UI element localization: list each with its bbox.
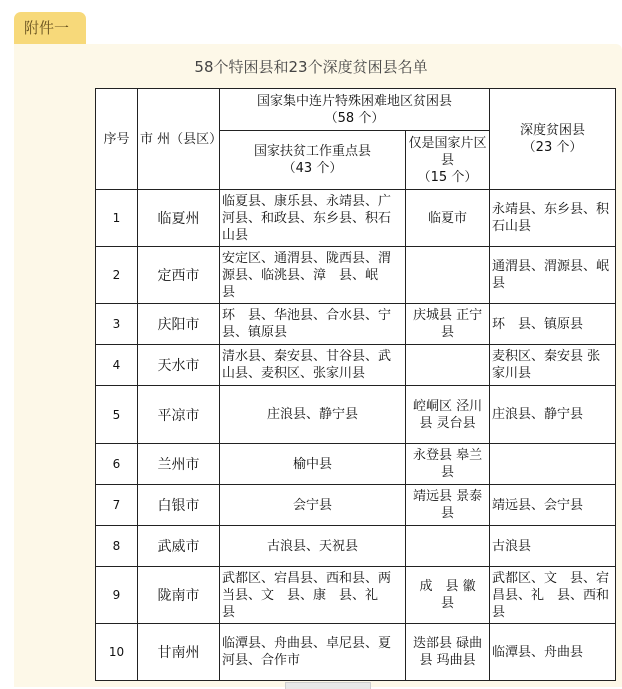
row-key-counties: 古浪县、天祝县 [220,526,406,567]
table-row [96,526,616,567]
row-pian-counties: 庆城县 正宁县 [406,304,490,345]
row-key-counties: 庄浪县、静宁县 [220,386,406,444]
header-group-title: 国家集中连片特殊困难地区贫困县 [257,93,453,109]
row-deep-counties: 古浪县 [490,526,616,567]
header-deep-title: 深度贫困县 [520,123,586,138]
header-seq: 序号 [96,89,138,190]
row-key-counties: 临夏县、康乐县、永靖县、广河县、和政县、东乡县、积石山县 [220,190,406,247]
table-row [96,624,616,681]
header-pian [406,131,490,190]
document-title: 58个特困县和23个深度贫困县名单 [194,58,428,76]
header-city: 市 州（县区） [138,89,220,190]
row-city: 平凉市 [138,386,220,444]
county-list-table [95,88,622,681]
row-pian-counties: 靖远县 景泰县 [406,485,490,526]
row-city: 临夏州 [138,190,220,247]
row-key-counties: 安定区、通渭县、陇西县、渭源县、临洮县、漳 县、岷 县 [220,247,406,304]
row-city: 甘南州 [138,624,220,681]
row-number: 8 [96,526,138,567]
row-deep-counties: 庄浪县、静宁县 [490,386,616,444]
row-pian-counties: 崆峒区 泾川县 灵台县 [406,386,490,444]
header-pian-title: 仅是国家片区县 [408,135,487,168]
row-key-counties: 榆中县 [220,444,406,485]
row-pian-counties [406,247,490,304]
row-pian-counties [406,526,490,567]
row-city: 庆阳市 [138,304,220,345]
row-pian-counties [406,345,490,386]
header-pian-count: （15 个） [417,169,478,185]
page-scroll-handle[interactable] [285,682,371,689]
attachment-tab[interactable]: 附件一 [14,12,86,44]
header-key [220,131,406,190]
row-number: 2 [96,247,138,304]
table-row [96,247,616,304]
header-group-count: （58 个） [324,110,385,126]
row-key-counties: 环 县、华池县、合水县、宁 县、镇原县 [220,304,406,345]
row-city: 白银市 [138,485,220,526]
header-key-title: 国家扶贫工作重点县 [253,144,371,159]
table-row [96,386,616,444]
row-city: 天水市 [138,345,220,386]
row-city: 陇南市 [138,567,220,624]
row-key-counties: 武都区、宕昌县、西和县、两当县、文 县、康 县、礼 县 [220,567,406,624]
row-number: 7 [96,485,138,526]
row-number: 4 [96,345,138,386]
row-key-counties: 清水县、秦安县、甘谷县、武山县、麦积区、张家川县 [220,345,406,386]
row-pian-counties: 临夏市 [406,190,490,247]
row-key-counties: 会宁县 [220,485,406,526]
header-deep-count: （23 个） [522,140,583,155]
row-deep-counties: 通渭县、渭源县、岷 县 [490,247,616,304]
row-deep-counties: 麦积区、秦安县 张家川县 [490,345,616,386]
row-number: 6 [96,444,138,485]
row-number: 9 [96,567,138,624]
row-deep-counties: 永靖县、东乡县、积石山县 [490,190,616,247]
row-number: 10 [96,624,138,681]
header-group [220,89,490,131]
row-key-counties: 临潭县、舟曲县、卓尼县、夏河县、合作市 [220,624,406,681]
table-row [96,485,616,526]
table-row [96,444,616,485]
row-city: 兰州市 [138,444,220,485]
row-pian-counties: 永登县 皋兰县 [406,444,490,485]
header-key-count: （43 个） [282,161,343,176]
header-deep [490,89,616,190]
table-row [96,304,616,345]
row-deep-counties: 临潭县、舟曲县 [490,624,616,681]
row-city: 定西市 [138,247,220,304]
row-number: 1 [96,190,138,247]
table-row [96,567,616,624]
row-pian-counties: 迭部县 碌曲县 玛曲县 [406,624,490,681]
row-deep-counties: 靖远县、会宁县 [490,485,616,526]
row-deep-counties [490,444,616,485]
row-number: 3 [96,304,138,345]
row-number: 5 [96,386,138,444]
row-deep-counties: 环 县、镇原县 [490,304,616,345]
table-row [96,190,616,247]
table-row [96,345,616,386]
row-deep-counties: 武都区、文 县、宕昌县、礼 县、西和县 [490,567,616,624]
row-pian-counties: 成 县 徽 县 [406,567,490,624]
row-city: 武威市 [138,526,220,567]
